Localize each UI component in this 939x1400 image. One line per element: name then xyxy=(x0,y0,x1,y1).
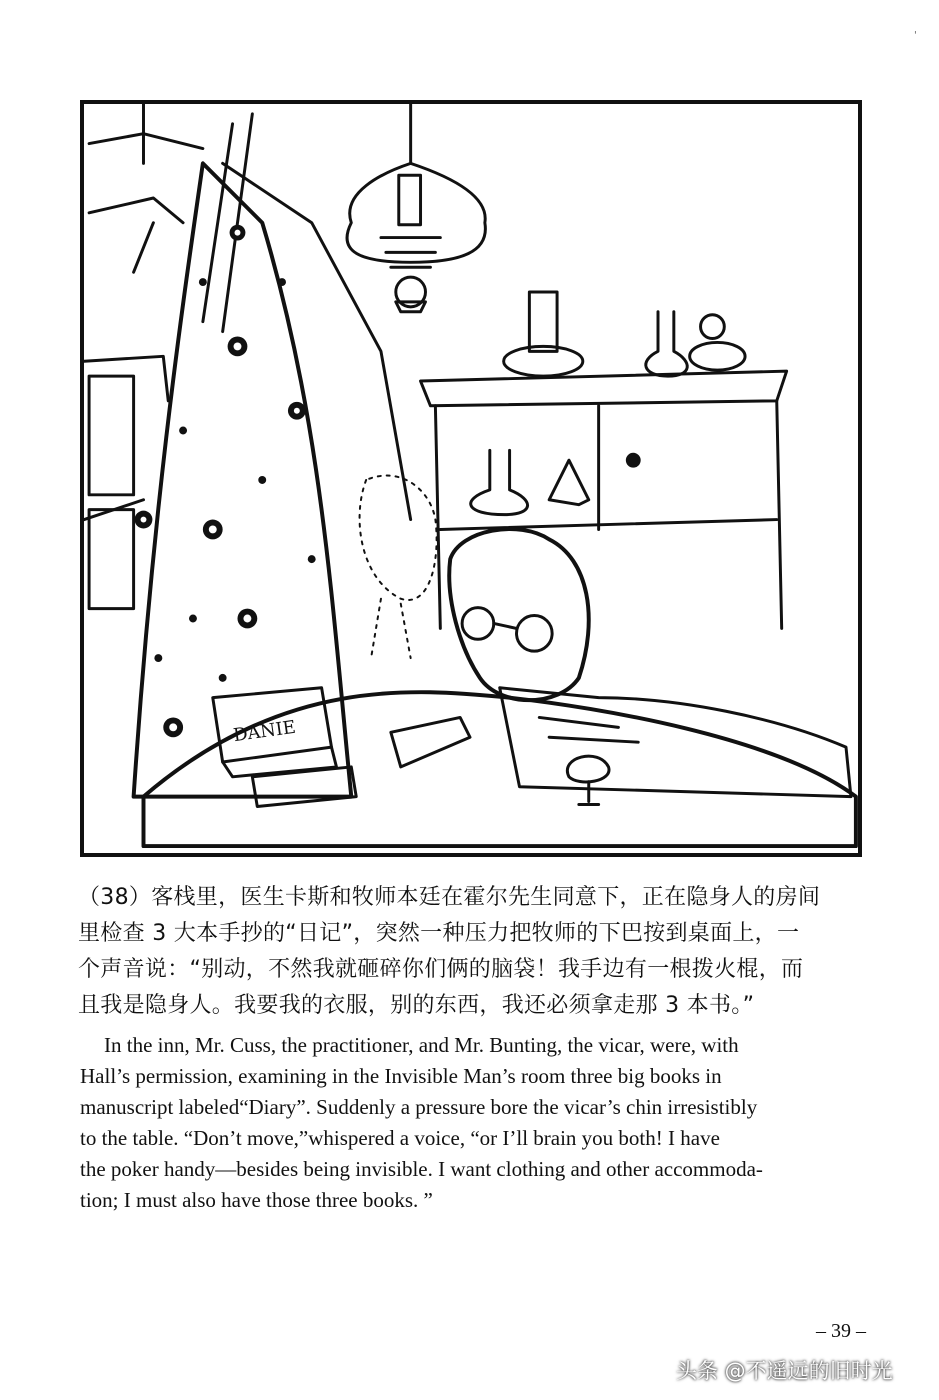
hanging-lamp xyxy=(347,104,485,312)
illustration xyxy=(80,100,862,857)
shelf xyxy=(421,371,787,628)
vicar xyxy=(449,529,851,797)
caption-chinese xyxy=(78,880,878,1024)
caption-en-line: In the inn, Mr. Cuss, the practitioner, and Mr. Bunting, the vicar, were, with xyxy=(104,1033,739,1057)
wine-glass xyxy=(567,756,609,804)
page-number: – 39 – xyxy=(816,1320,866,1342)
caption-zh-line: 里检查 3 大本手抄的“日记”，突然一种压力把牧师的下巴按到桌面上，一 xyxy=(78,921,800,946)
book-spine-text: DANIE xyxy=(231,716,298,747)
corner-mark: ' xyxy=(914,30,917,41)
caption-zh-line: 个声音说：“别动，不然我就砸碎你们俩的脑袋！我手边有一根拨火棍，而 xyxy=(78,957,804,982)
watermark: 头条 @不遥远的旧时光 xyxy=(676,1359,893,1383)
caption-en-line: Hall’s permission, examining in the Invisible Man’s room three big books in xyxy=(80,1064,722,1088)
caption-zh-line: （38）客栈里，医生卡斯和牧师本廷在霍尔先生同意下，正在隐身人的房间 xyxy=(78,885,821,910)
wall-bricks xyxy=(84,104,203,609)
invisible-man-outline xyxy=(360,476,437,659)
caption-en-line: to the table. “Don’t move,”whispered a voice, “or I’ll brain you both! I have xyxy=(80,1126,720,1150)
caption-en-line: tion; I must also have those three books. ” xyxy=(80,1188,433,1212)
ink-drawing xyxy=(84,104,858,853)
caption-en-line: the poker handy—besides being invisible. I want clothing and other accommoda- xyxy=(80,1157,763,1181)
caption-en-line: manuscript labeled“Diary”. Suddenly a pressure bore the vicar’s chin irresistibly xyxy=(80,1095,758,1119)
caption-english xyxy=(80,1030,870,1216)
caption-zh-line: 且我是隐身人。我要我的衣服，别的东西，我还必须拿走那 3 本书。” xyxy=(78,993,755,1018)
